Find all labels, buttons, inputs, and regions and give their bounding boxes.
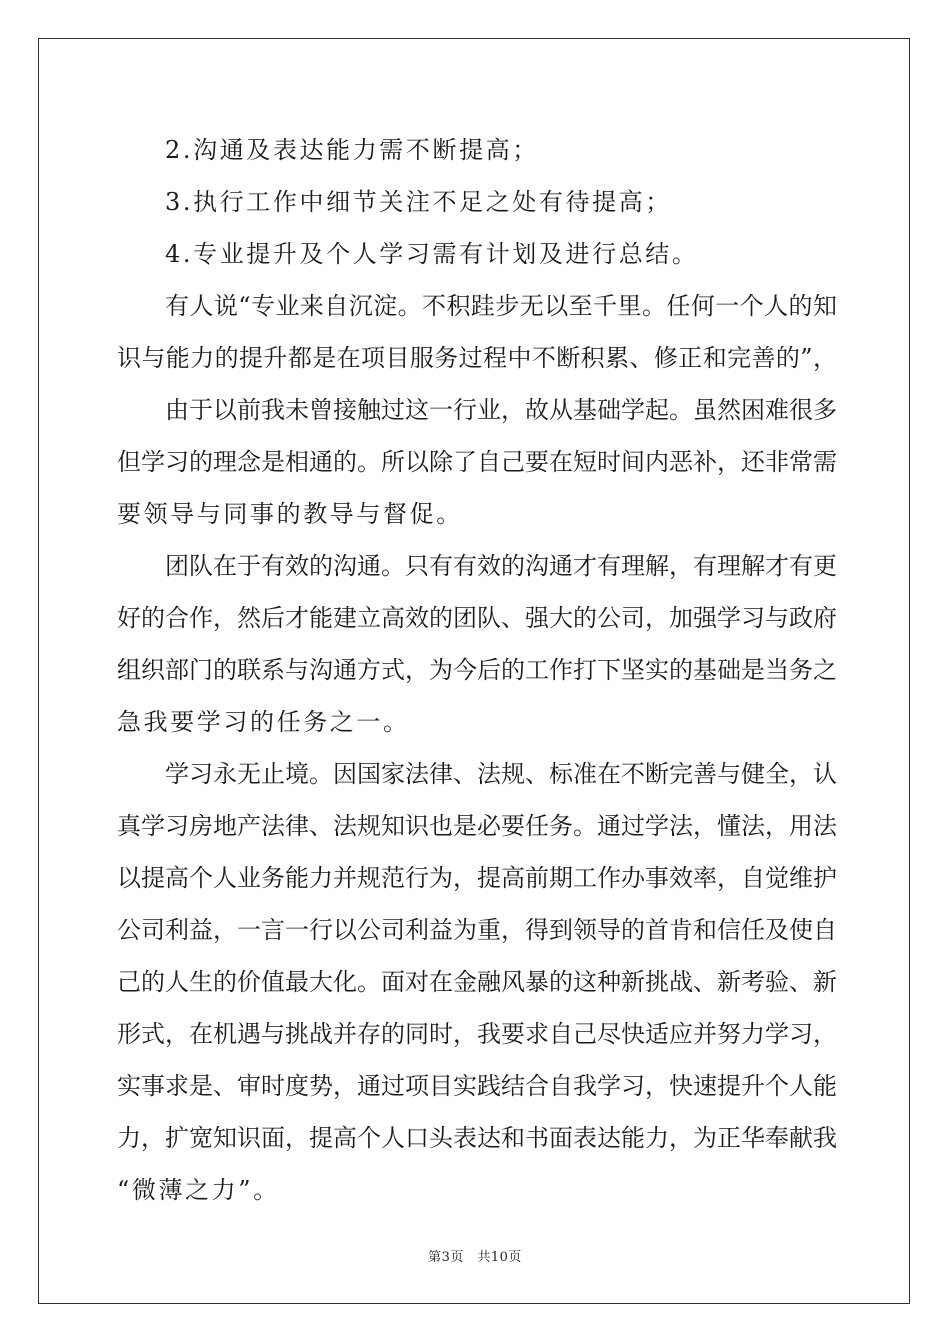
paragraph-line: 急我要学习的任务之一。 <box>117 708 410 736</box>
paragraph-line: 组织部门的联系与沟通方式，为今后的工作打下坚实的基础是当务之 <box>117 656 837 684</box>
paragraph-line: 3.执行工作中细节关注不足之处有待提高； <box>165 188 672 216</box>
paragraph-line: 4.专业提升及个人学习需有计划及进行总结。 <box>165 240 699 268</box>
paragraph-line: 团队在于有效的沟通。只有有效的沟通才有理解，有理解才有更 <box>165 552 837 580</box>
paragraph-line: 以提高个人业务能力并规范行为，提高前期工作办事效率，自觉维护 <box>117 864 837 892</box>
paragraph-line: “微薄之力”。 <box>117 1176 280 1204</box>
paragraph-line: 要领导与同事的教导与督促。 <box>117 500 463 528</box>
paragraph-line: 好的合作，然后才能建立高效的团队、强大的公司，加强学习与政府 <box>117 604 837 632</box>
paragraph-line: 真学习房地产法律、法规知识也是必要任务。通过学法，懂法，用法 <box>117 812 837 840</box>
paragraph-line: 力，扩宽知识面，提高个人口头表达和书面表达能力，为正华奉献我 <box>117 1124 837 1152</box>
paragraph-line: 己的人生的价值最大化。面对在金融风暴的这种新挑战、新考验、新 <box>117 968 837 996</box>
paragraph-line: 由于以前我未曾接触过这一行业，故从基础学起。虽然困难很多 <box>165 396 837 424</box>
paragraph-line: 实事求是、审时度势，通过项目实践结合自我学习，快速提升个人能 <box>117 1072 837 1100</box>
paragraph-line: 公司利益，一言一行以公司利益为重，得到领导的首肯和信任及使自 <box>117 916 837 944</box>
paragraph-line: 形式，在机遇与挑战并存的同时，我要求自己尽快适应并努力学习， <box>117 1020 837 1048</box>
document-body <box>117 124 837 1216</box>
paragraph-line: 2.沟通及表达能力需不断提高； <box>165 136 539 164</box>
page-footer: 第3页 共10页 <box>428 1250 522 1265</box>
paragraph-line: 识与能力的提升都是在项目服务过程中不断积累、修正和完善的”， <box>117 344 837 372</box>
paragraph-line: 学习永无止境。因国家法律、法规、标准在不断完善与健全，认 <box>165 760 837 788</box>
paragraph-line: 但学习的理念是相通的。所以除了自己要在短时间内恶补，还非常需 <box>117 448 837 476</box>
paragraph-line: 有人说“专业来自沉淀。不积跬步无以至千里。任何一个人的知 <box>165 292 837 320</box>
